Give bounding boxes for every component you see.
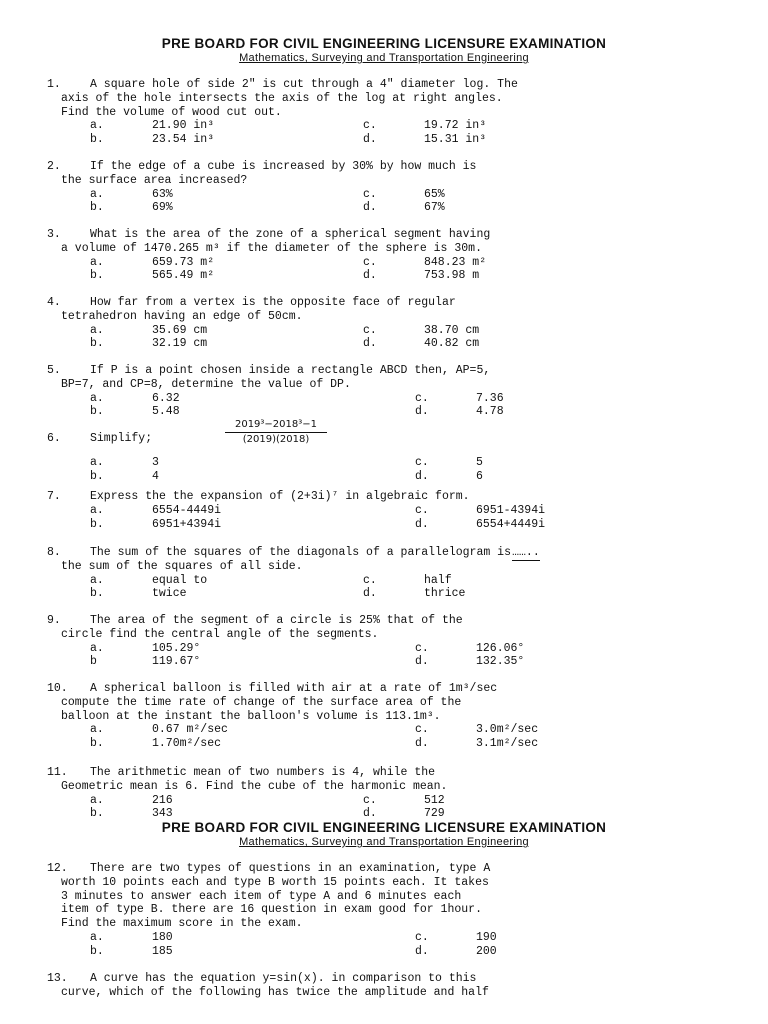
answer-options-row	[47, 737, 607, 751]
option-value: 40.82 cm	[424, 337, 480, 351]
option-value: 200	[476, 944, 497, 958]
option-letter: d.	[363, 337, 377, 351]
question-line	[47, 310, 607, 324]
option-letter: a.	[90, 573, 104, 587]
option-value: half	[424, 573, 452, 587]
option-letter: d.	[363, 269, 377, 283]
question-line	[47, 546, 607, 560]
question-number: 4.	[47, 296, 61, 309]
option-value: 659.73 m²	[152, 255, 215, 269]
question-3	[47, 228, 607, 283]
option-value: 343	[152, 807, 173, 821]
option-value: thrice	[424, 587, 466, 601]
option-value: 119.67°	[152, 655, 201, 669]
option-letter: c.	[363, 119, 377, 133]
option-value: 3.1m²/sec	[476, 737, 539, 751]
question-text: Geometric mean is 6. Find the cube of the harmonic mean.	[61, 779, 448, 793]
question-line	[47, 92, 607, 106]
question-line	[47, 710, 607, 724]
option-value: 753.98 m	[424, 269, 480, 283]
question-number: 9.	[47, 614, 61, 627]
question-line	[47, 614, 607, 628]
option-letter: d.	[415, 655, 429, 669]
option-value: 848.23 m²	[424, 255, 487, 269]
question-7	[47, 490, 607, 531]
option-letter: d.	[363, 133, 377, 147]
question-text: BP=7, and CP=8, determine the value of DP.	[61, 377, 351, 391]
question-text: Express the the expansion of (2+3i)⁷ in algebraic form.	[90, 490, 470, 503]
option-letter: c.	[415, 503, 429, 517]
answer-options-row	[47, 269, 607, 283]
question-10	[47, 682, 607, 751]
option-letter: c.	[415, 930, 429, 944]
question-number: 13.	[47, 972, 68, 985]
question-number: 1.	[47, 78, 61, 91]
option-letter: d.	[363, 587, 377, 601]
option-value: 5.48	[152, 405, 180, 419]
answer-options-row	[47, 201, 607, 215]
option-letter: a.	[90, 187, 104, 201]
answer-options-row	[47, 642, 607, 656]
answer-options-row	[47, 392, 607, 406]
question-line	[47, 560, 607, 574]
question-number: 12.	[47, 862, 68, 875]
question-line	[47, 160, 607, 174]
option-letter: d.	[363, 807, 377, 821]
option-value: 32.19 cm	[152, 337, 208, 351]
option-value: 4.78	[476, 405, 504, 419]
question-text: The sum of the squares of the diagonals of a parallelogram is	[90, 546, 511, 559]
fraction-numerator: 2019³−2018³−1	[225, 419, 327, 433]
option-letter: a.	[90, 503, 104, 517]
answer-options-row	[47, 188, 607, 202]
question-6	[47, 419, 607, 483]
question-text: A square hole of side 2" is cut through a 4" diameter log. The	[90, 78, 518, 91]
question-text: axis of the hole intersects the axis of the log at right angles.	[61, 91, 503, 105]
fraction-expression	[225, 419, 327, 446]
option-letter: b.	[90, 587, 104, 601]
answer-options-row	[47, 133, 607, 147]
question-text: circle find the central angle of the segments.	[61, 627, 379, 641]
answer-options-row	[47, 655, 607, 669]
answer-options-row	[47, 518, 607, 532]
question-line	[47, 903, 607, 917]
question-line	[47, 862, 607, 876]
option-letter: b.	[90, 405, 104, 419]
option-value: 7.36	[476, 391, 504, 405]
question-line	[47, 890, 607, 904]
option-letter: a.	[90, 119, 104, 133]
option-letter: b.	[90, 517, 104, 531]
question-5	[47, 364, 607, 419]
question-text: compute the time rate of change of the surface area of the	[61, 695, 462, 709]
answer-blank: ……..	[512, 546, 540, 559]
option-letter: c.	[415, 391, 429, 405]
question-number: 6.	[47, 432, 61, 445]
answer-options-row	[47, 807, 607, 821]
question-13	[47, 972, 607, 1000]
question-12	[47, 862, 607, 959]
answer-options-row	[47, 504, 607, 518]
option-value: 15.31 in³	[424, 133, 487, 147]
question-2	[47, 160, 607, 215]
option-value: 3	[152, 455, 159, 469]
option-value: 5	[476, 455, 483, 469]
option-value: 729	[424, 807, 445, 821]
option-letter: d.	[415, 405, 429, 419]
option-letter: a.	[90, 793, 104, 807]
answer-options-row	[47, 587, 607, 601]
question-line	[47, 106, 607, 120]
question-text: balloon at the instant the balloon's volume is 113.1m³.	[61, 709, 441, 723]
option-value: 216	[152, 793, 173, 807]
option-letter: a.	[90, 723, 104, 737]
question-text: The arithmetic mean of two numbers is 4, while the	[90, 766, 436, 779]
option-letter: a.	[90, 323, 104, 337]
option-value: 1.70m²/sec	[152, 737, 222, 751]
question-line	[47, 766, 607, 780]
option-letter: d.	[415, 737, 429, 751]
question-line	[47, 696, 607, 710]
question-text: How far from a vertex is the opposite face of regular	[90, 296, 456, 309]
option-value: 6	[476, 469, 483, 483]
question-text: a volume of 1470.265 m³ if the diameter of the sphere is 30m.	[61, 241, 482, 255]
question-line	[47, 876, 607, 890]
option-letter: c.	[363, 323, 377, 337]
question-text: the surface area increased?	[61, 173, 248, 187]
exam-title: PRE BOARD FOR CIVIL ENGINEERING LICENSURE EXAMINATION	[161, 36, 607, 51]
option-letter: c.	[363, 187, 377, 201]
question-line	[47, 972, 607, 986]
option-letter: d.	[415, 469, 429, 483]
question-line	[47, 419, 607, 446]
option-value: 132.35°	[476, 655, 525, 669]
option-value: 38.70 cm	[424, 323, 480, 337]
answer-options-row	[47, 931, 607, 945]
option-letter: c.	[363, 573, 377, 587]
option-letter: c.	[415, 455, 429, 469]
answer-options-row	[47, 574, 607, 588]
option-value: 6951-4394i	[476, 503, 546, 517]
answer-options-row	[47, 337, 607, 351]
option-letter: a.	[90, 255, 104, 269]
question-line	[47, 242, 607, 256]
option-value: 512	[424, 793, 445, 807]
option-value: 35.69 cm	[152, 323, 208, 337]
question-line	[47, 780, 607, 794]
answer-options-row	[47, 945, 607, 959]
question-text: tetrahedron having an edge of 50cm.	[61, 309, 303, 323]
question-1	[47, 78, 607, 147]
option-value: 6554+4449i	[476, 517, 546, 531]
option-letter: b.	[90, 337, 104, 351]
question-text: There are two types of questions in an examination, type A	[90, 862, 491, 875]
question-text: A spherical balloon is filled with air at a rate of 1m³/sec	[90, 682, 498, 695]
option-value: 105.29°	[152, 641, 201, 655]
answer-options-row	[47, 794, 607, 808]
question-number: 10.	[47, 682, 68, 695]
question-text: item of type B. there are 16 question in exam good for 1hour.	[61, 903, 482, 917]
question-number: 7.	[47, 490, 61, 503]
answer-options-row	[47, 256, 607, 270]
question-text: worth 10 points each and type B worth 15 points each. It takes	[61, 875, 489, 889]
option-value: 67%	[424, 201, 445, 215]
question-text: If P is a point chosen inside a rectangle ABCD then, AP=5,	[90, 364, 491, 377]
option-value: 185	[152, 944, 173, 958]
option-letter: b.	[90, 269, 104, 283]
question-line	[47, 174, 607, 188]
question-line	[47, 682, 607, 696]
option-value: 6554-4449i	[152, 503, 222, 517]
question-number: 11.	[47, 766, 68, 779]
answer-options-row	[47, 405, 607, 419]
question-text: What is the area of the zone of a spherical segment having	[90, 228, 491, 241]
option-letter: c.	[363, 793, 377, 807]
question-line	[47, 78, 607, 92]
option-letter: a.	[90, 641, 104, 655]
answer-options-row	[47, 723, 607, 737]
question-line	[47, 628, 607, 642]
question-line	[47, 986, 607, 1000]
option-value: 565.49 m²	[152, 269, 215, 283]
option-letter: a.	[90, 455, 104, 469]
option-letter: d.	[363, 201, 377, 215]
answer-options-row	[47, 324, 607, 338]
exam-subtitle: Mathematics, Surveying and Transportation Engineering	[239, 52, 529, 64]
question-text: the sum of the squares of all side.	[61, 559, 303, 573]
option-value: 4	[152, 469, 159, 483]
question-number: 2.	[47, 160, 61, 173]
option-letter: d.	[415, 517, 429, 531]
question-9	[47, 614, 607, 669]
question-text: Find the maximum score in the exam.	[61, 917, 303, 931]
question-text: A curve has the equation y=sin(x). in comparison to this	[90, 972, 477, 985]
question-line	[47, 917, 607, 931]
option-value: 63%	[152, 187, 173, 201]
option-letter: b.	[90, 737, 104, 751]
option-value: 23.54 in³	[152, 133, 215, 147]
question-line	[47, 296, 607, 310]
exam-title-repeat: PRE BOARD FOR CIVIL ENGINEERING LICENSURE EXAMINATION	[161, 820, 607, 835]
option-value: equal to	[152, 573, 208, 587]
option-letter: a.	[90, 930, 104, 944]
option-value: 190	[476, 930, 497, 944]
question-text: The area of the segment of a circle is 25% that of the	[90, 614, 463, 627]
question-text: 3 minutes to answer each item of type A and 6 minutes each	[61, 889, 462, 903]
answer-options-row	[47, 470, 607, 484]
option-value: 0.67 m²/sec	[152, 723, 228, 737]
question-line	[47, 228, 607, 242]
option-letter: a.	[90, 391, 104, 405]
fraction-denominator: (2019)(2018)	[242, 434, 310, 445]
question-text: curve, which of the following has twice the amplitude and half	[61, 985, 489, 999]
question-number: 8.	[47, 546, 61, 559]
answer-options-row	[47, 456, 607, 470]
exam-subtitle-repeat: Mathematics, Surveying and Transportation Engineering	[239, 836, 529, 848]
option-letter: c.	[363, 255, 377, 269]
option-value: 69%	[152, 201, 173, 215]
option-value: twice	[152, 587, 187, 601]
question-line	[47, 490, 607, 504]
option-letter: c.	[415, 723, 429, 737]
option-letter: c.	[415, 641, 429, 655]
option-value: 19.72 in³	[424, 119, 487, 133]
option-value: 6.32	[152, 391, 180, 405]
question-number: 3.	[47, 228, 61, 241]
option-letter: b.	[90, 133, 104, 147]
option-letter: d.	[415, 944, 429, 958]
question-4	[47, 296, 607, 351]
option-letter: b.	[90, 469, 104, 483]
option-value: 3.0m²/sec	[476, 723, 539, 737]
question-11	[47, 766, 607, 821]
option-value: 6951+4394i	[152, 517, 222, 531]
answer-options-row	[47, 119, 607, 133]
option-value: 65%	[424, 187, 445, 201]
question-number: 5.	[47, 364, 61, 377]
option-value: 126.06°	[476, 641, 525, 655]
question-line	[47, 364, 607, 378]
option-letter: b.	[90, 201, 104, 215]
question-line	[47, 378, 607, 392]
option-letter: b.	[90, 807, 104, 821]
page-header-repeat	[0, 820, 768, 849]
question-text: If the edge of a cube is increased by 30% by how much is	[90, 160, 477, 173]
page-header	[0, 36, 768, 65]
option-value: 21.90 in³	[152, 119, 215, 133]
question-8	[47, 546, 607, 601]
option-letter: b.	[90, 944, 104, 958]
option-letter: b	[90, 655, 97, 669]
option-value: 180	[152, 930, 173, 944]
question-text: Simplify;	[90, 432, 153, 445]
question-text: Find the volume of wood cut out.	[61, 105, 282, 119]
